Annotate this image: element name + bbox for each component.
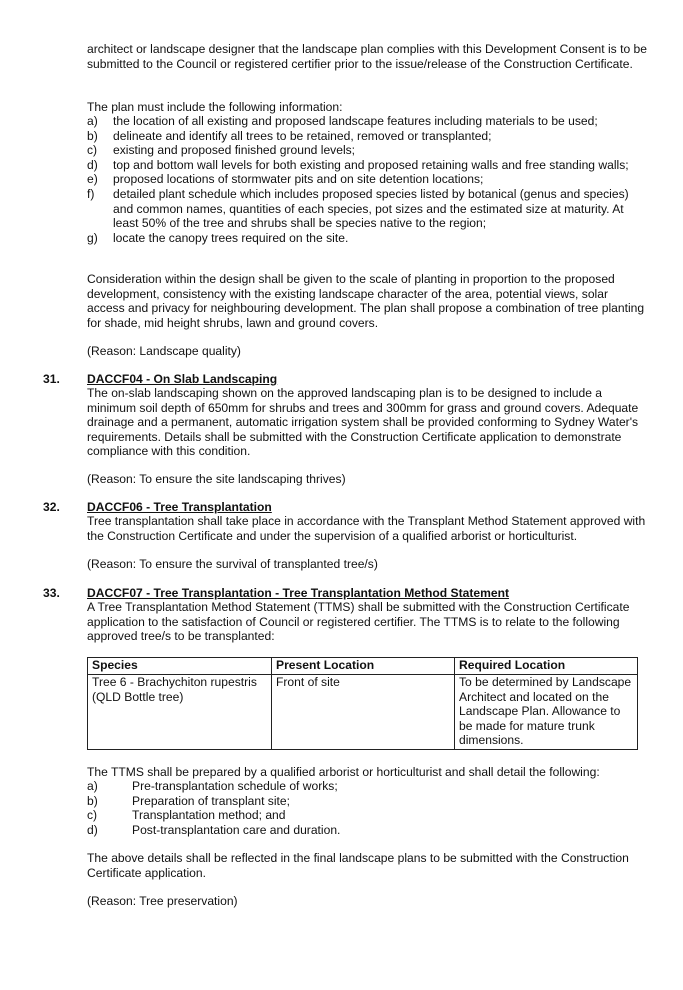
list-item: b) Preparation of transplant site;: [87, 793, 290, 808]
reason-31: (Reason: To ensure the site landscaping thrives): [87, 472, 346, 486]
design-consideration: Consideration within the design shall be given to the scale of planting in proportion to the proposed development, consistency with the existing landscape character of the area, potential views, solar access and privacy for neighbouring development. The plan shall propose a combination of tree planting for shade, mid height shrubs, lawn and ground covers.: [87, 272, 645, 330]
column-header-species: Species: [88, 658, 272, 675]
list-item: a) the location of all existing and proposed landscape features including materials to be used;: [87, 114, 598, 128]
list-item: e) proposed locations of stormwater pits and on site detention locations;: [87, 172, 484, 187]
reason-32: (Reason: To ensure the survival of transplanted tree/s): [87, 557, 378, 571]
list-item: f) detailed plant schedule which includes proposed species listed by botanical (genus and species) and common names, quantities of each species, pot sizes and the estimated size at maturity. At least 50% of the tree and shrubs shall be species native to the region;: [87, 186, 629, 231]
list-item: d) Post-transplantation care and duration.: [87, 822, 341, 837]
table-row: [88, 675, 638, 750]
reason-33: (Reason: Tree preservation): [87, 894, 238, 908]
condition-title-32: DACCF06 - Tree Transplantation: [87, 500, 272, 514]
column-header-present-location: Present Location: [272, 658, 455, 675]
closing-note: The above details shall be reflected in the final landscape plans to be submitted with the Construction Certificate application.: [87, 851, 629, 880]
transplant-table: [87, 657, 638, 750]
cell-present-location: Front of site: [272, 675, 455, 750]
condition-body-32: Tree transplantation shall take place in accordance with the Transplant Method Statement approved with the Construction Certificate and under the supervision of a qualified arborist or horticulturist.: [87, 514, 646, 543]
list-item: b) delineate and identify all trees to be retained, removed or transplanted;: [87, 128, 492, 143]
condition-number-32: 32.: [43, 500, 60, 514]
ttms-lead: The TTMS shall be prepared by a qualified arborist or horticulturist and shall detail the following:: [87, 765, 600, 779]
cell-species: Tree 6 - Brachychiton rupestris (QLD Bottle tree): [88, 675, 272, 750]
condition-title-33: DACCF07 - Tree Transplantation - Tree Transplantation Method Statement: [87, 586, 510, 600]
reason-landscape: (Reason: Landscape quality): [87, 344, 241, 358]
condition-body-31: The on-slab landscaping shown on the approved landscaping plan is to be designed to include a minimum soil depth of 650mm for shrubs and trees and 300mm for grass and ground covers. Adequate drainage and a permanent, automatic irrigation system shall be provided conforming to Sydney Water's requirements. Details shall be submitted with the Construction Certificate application to demonstrate compliance with this condition.: [87, 386, 639, 459]
condition-title-31: DACCF04 - On Slab Landscaping: [87, 372, 278, 386]
plan-lead: The plan must include the following information:: [87, 100, 343, 114]
condition-number-33: 33.: [43, 586, 60, 600]
plan-requirements-list: [87, 114, 647, 245]
list-item: d) top and bottom wall levels for both existing and proposed retaining walls and free standing walls;: [87, 157, 629, 172]
table-header-row: [88, 658, 638, 675]
intro-continuation: architect or landscape designer that the landscape plan complies with this Development Consent is to be submitted to the Council or registered certifier prior to the issue/release of the Construction Certificate.: [87, 42, 647, 71]
list-item: a) Pre-transplantation schedule of works;: [87, 779, 338, 793]
condition-body-33: A Tree Transplantation Method Statement (TTMS) shall be submitted with the Construction Certificate application to the satisfaction of Council or registered certifier. The TTMS is to relate to the following approved tree/s to be transplanted:: [87, 600, 630, 644]
list-item: c) existing and proposed finished ground levels;: [87, 143, 356, 158]
column-header-required-location: Required Location: [455, 658, 638, 675]
list-item: g) locate the canopy trees required on the site.: [87, 230, 349, 245]
cell-required-location: To be determined by Landscape Architect and located on the Landscape Plan. Allowance to be made for mature trunk dimensions.: [455, 675, 638, 750]
list-item: c) Transplantation method; and: [87, 808, 286, 823]
ttms-details-list: [87, 779, 647, 837]
condition-number-31: 31.: [43, 372, 60, 386]
